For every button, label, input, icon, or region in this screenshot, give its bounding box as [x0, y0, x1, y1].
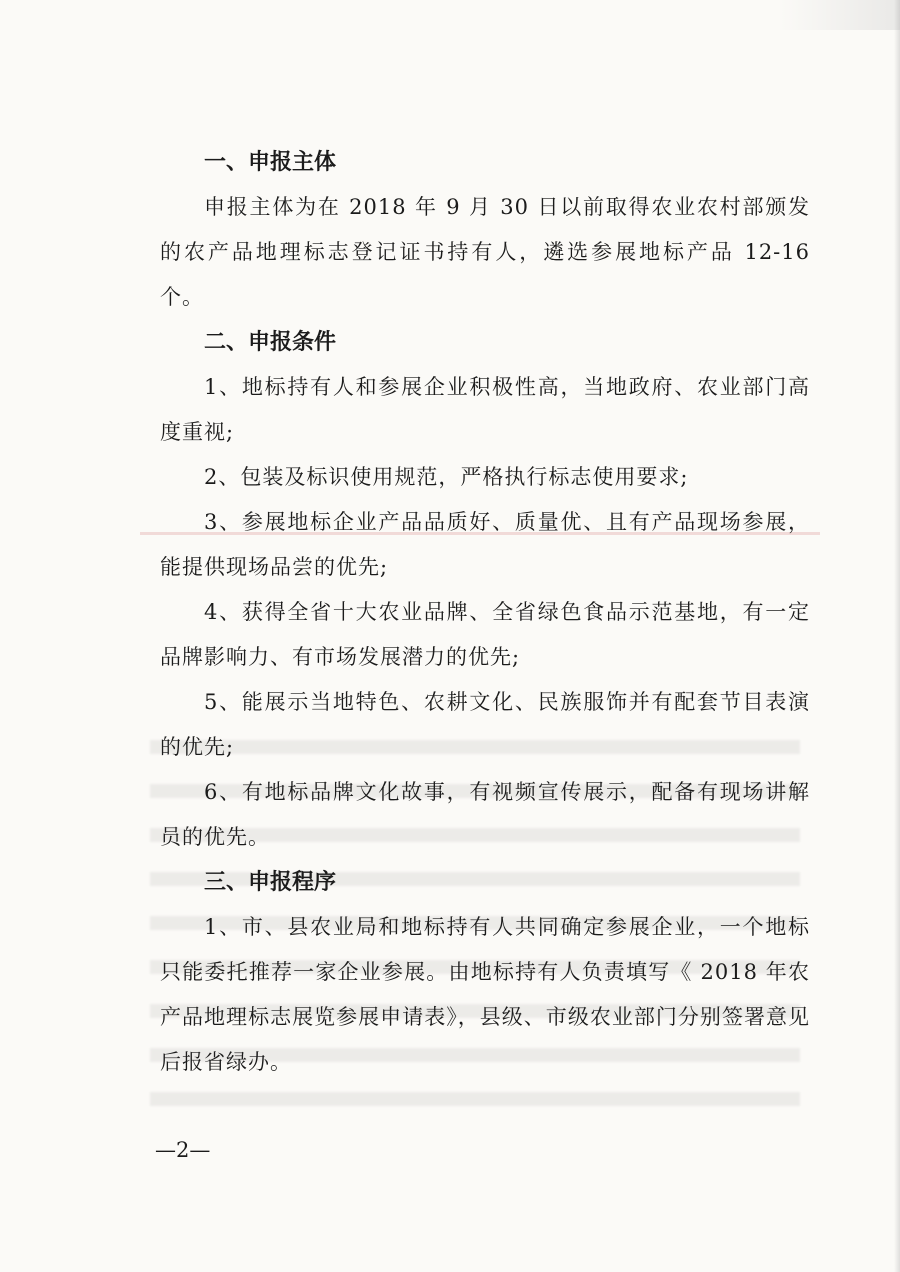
- document-body: [160, 140, 810, 1085]
- paragraph: 2、包装及标识使用规范，严格执行标志使用要求;: [204, 465, 689, 489]
- scan-corner-shadow: [780, 0, 900, 30]
- section-conditions: [160, 320, 810, 860]
- paragraph: 1、地标持有人和参展企业积极性高，当地政府、农业部门高度重视;: [160, 375, 810, 444]
- section-heading: 一、申报主体: [204, 149, 337, 175]
- paragraph: 1、市、县农业局和地标持有人共同确定参展企业，一个地标只能委托推荐一家企业参展。由地标持有人负责填写《 2018 年农产品地理标志展览参展申请表》，县级、市级农业部门分别签署意见后报省绿办。: [160, 915, 810, 1074]
- paragraph: 3、参展地标企业产品品质好、质量优、且有产品现场参展，能提供现场品尝的优先;: [160, 510, 810, 579]
- section-heading: 二、申报条件: [204, 329, 337, 355]
- paragraph: 5、能展示当地特色、农耕文化、民族服饰并有配套节目表演的优先;: [160, 690, 810, 759]
- section-applicant: [160, 140, 810, 320]
- section-heading: 三、申报程序: [204, 869, 337, 895]
- paragraph: 6、有地标品牌文化故事，有视频宣传展示，配备有现场讲解员的优先。: [160, 780, 810, 849]
- section-procedure: [160, 860, 810, 1085]
- page-number: —2—: [155, 1138, 211, 1162]
- paragraph: 4、获得全省十大农业品牌、全省绿色食品示范基地，有一定品牌影响力、有市场发展潜力的优先;: [160, 600, 810, 669]
- scan-edge-shadow: [894, 0, 900, 1272]
- paragraph: 申报主体为在 2018 年 9 月 30 日以前取得农业农村部颁发的农产品地理标志登记证书持有人，遴选参展地标产品 12-16 个。: [160, 195, 810, 309]
